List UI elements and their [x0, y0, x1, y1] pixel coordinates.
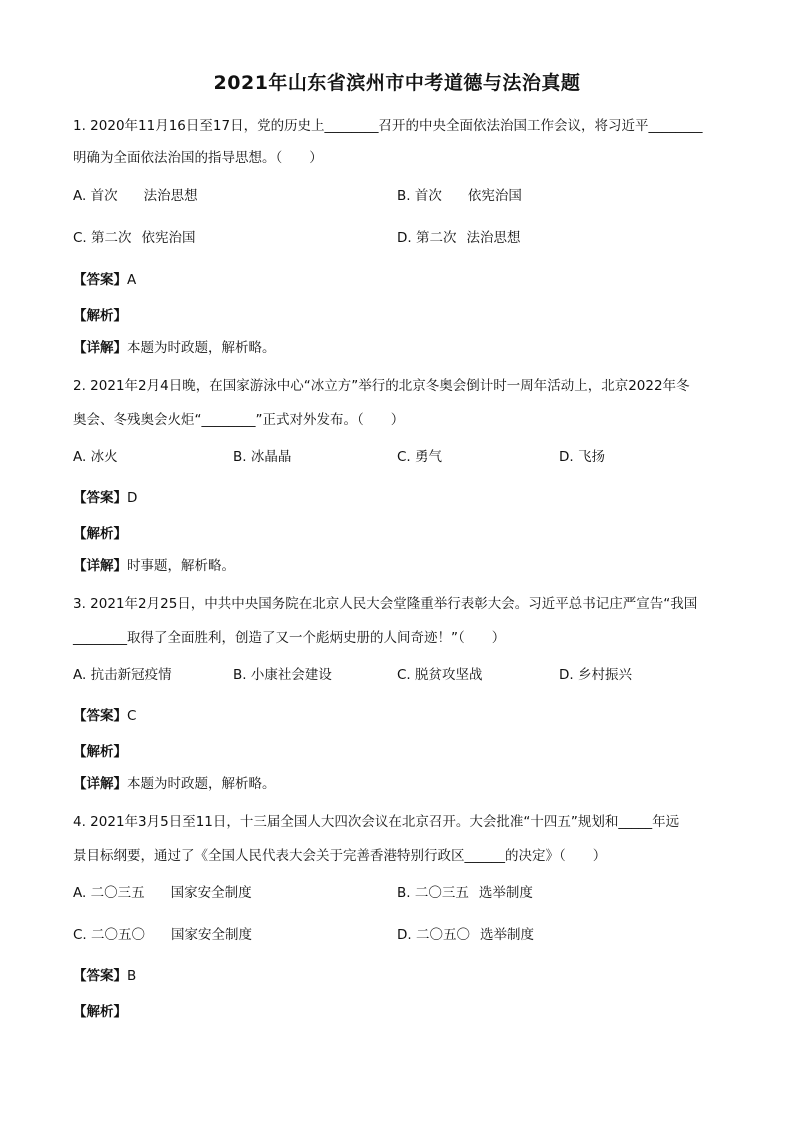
question-3-option-d: D. 乡村振兴: [559, 667, 632, 683]
question-3-option-a: A. 抗击新冠疫情: [73, 667, 172, 683]
question-2-option-a: A. 冰火: [73, 449, 118, 465]
question-1-detail: 【详解】本题为时政题，解析略。: [73, 340, 276, 356]
question-4-option-a: A. 二〇三五 国家安全制度: [73, 885, 252, 901]
question-3-stem-line-2: ________取得了全面胜利，创造了又一个彪炳史册的人间奇迹！”（ ）: [73, 630, 506, 646]
question-2-detail: 【详解】时事题，解析略。: [73, 558, 235, 574]
question-1-option-a: A. 首次 法治思想: [73, 188, 198, 204]
question-1-option-c: C. 第二次 依宪治国: [73, 230, 196, 246]
question-3-answer: 【答案】C: [73, 708, 137, 724]
question-3-analysis-label: 【解析】: [73, 744, 127, 760]
question-4-option-b: B. 二〇三五 选举制度: [397, 885, 533, 901]
question-4-analysis-label: 【解析】: [73, 1004, 127, 1020]
question-1-option-d: D. 第二次 法治思想: [397, 230, 521, 246]
question-4-stem-line-1: 4. 2021年3月5日至11日，十三届全国人大四次会议在北京召开。大会批准“十四五”规划和_____年远: [73, 814, 680, 830]
document-title: 2021年山东省滨州市中考道德与法治真题: [213, 72, 581, 94]
question-3-detail: 【详解】本题为时政题，解析略。: [73, 776, 276, 792]
question-1-option-b: B. 首次 依宪治国: [397, 188, 522, 204]
question-2-option-b: B. 冰晶晶: [233, 449, 292, 465]
question-3-stem-line-1: 3. 2021年2月25日，中共中央国务院在北京人民大会堂隆重举行表彰大会。习近平总书记庄严宣告“我国: [73, 596, 698, 612]
question-4-option-c: C. 二〇五〇 国家安全制度: [73, 927, 253, 943]
question-1-answer: 【答案】A: [73, 272, 137, 288]
question-4-answer: 【答案】B: [73, 968, 137, 984]
question-2-option-d: D. 飞扬: [559, 449, 605, 465]
question-3-option-c: C. 脱贫攻坚战: [397, 667, 483, 683]
question-1-analysis-label: 【解析】: [73, 308, 127, 324]
question-4-option-d: D. 二〇五〇 选举制度: [397, 927, 534, 943]
question-2-option-c: C. 勇气: [397, 449, 443, 465]
question-2-analysis-label: 【解析】: [73, 526, 127, 542]
question-2-stem-line-2: 奥会、冬残奥会火炬“________”正式对外发布。（ ）: [73, 412, 405, 428]
question-2-answer: 【答案】D: [73, 490, 138, 506]
question-3-option-b: B. 小康社会建设: [233, 667, 332, 683]
question-2-stem-line-1: 2. 2021年2月4日晚，在国家游泳中心“冰立方”举行的北京冬奥会倒计时一周年活动上，北京2022年冬: [73, 378, 690, 394]
question-1-stem-line-1: 1. 2020年11月16日至17日，党的历史上________召开的中央全面依法治国工作会议，将习近平________: [73, 118, 703, 134]
question-1-stem-line-2: 明确为全面依法治国的指导思想。（ ）: [73, 150, 323, 166]
question-4-stem-line-2: 景目标纲要，通过了《全国人民代表大会关于完善香港特别行政区______的决定》（ ）: [73, 848, 607, 864]
